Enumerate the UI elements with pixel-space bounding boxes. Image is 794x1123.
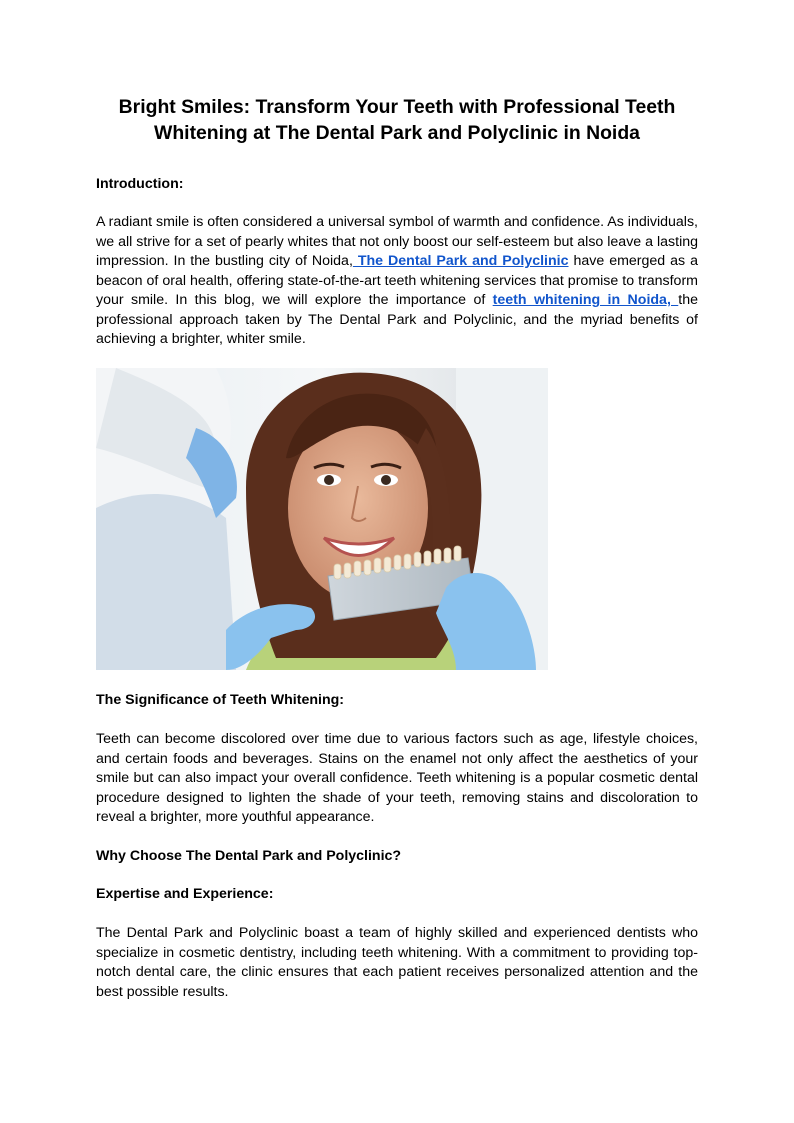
intro-paragraph xyxy=(96,213,698,350)
intro-text-2: have emerged as a beacon of oral health, offering state-of-the-art teeth whitening services that promise to transform your smile. In this blog, we will explore the importance of xyxy=(96,253,698,308)
page-title: Bright Smiles: Transform Your Teeth with Professional Teeth Whitening at The Dental Park and Polyclinic in Noida xyxy=(118,96,676,144)
expertise-paragraph: The Dental Park and Polyclinic boast a team of highly skilled and experienced dentists who specialize in cosmetic dentistry, including teeth whitening. With a commitment to providing top-notch dental care, the clinic ensures that each patient receives personalized attention and the best possible results. xyxy=(96,925,698,1000)
teeth-whitening-link[interactable]: teeth whitening in Noida, xyxy=(492,292,679,308)
dental-park-link[interactable]: The Dental Park and Polyclinic xyxy=(352,253,569,269)
intro-text-1: A radiant smile is often considered a universal symbol of warmth and confidence. As individuals, we all strive for a set of pearly whites that not only boost our self-esteem but also leave a lasting impression. In the bustling city of Noida, xyxy=(96,214,698,269)
expertise-heading: Expertise and Experience: xyxy=(96,886,274,902)
why-choose-heading: Why Choose The Dental Park and Polyclinic? xyxy=(96,848,402,864)
intro-text-3: the professional approach taken by The Dental Park and Polyclinic, and the myriad benefits of achieving a brighter, whiter smile. xyxy=(96,292,698,347)
significance-paragraph: Teeth can become discolored over time due to various factors such as age, lifestyle choices, and certain foods and beverages. Stains on the enamel not only affect the aesthetics of your smile but can also impact your overall confidence. Teeth whitening is a popular cosmetic dental procedure designed to lighten the shade of your teeth, removing stains and discoloration to reveal a brighter, more youthful appearance. xyxy=(96,731,698,825)
patient-teeth-shade-photo xyxy=(96,368,548,670)
intro-heading: Introduction: xyxy=(96,176,184,192)
significance-heading: The Significance of Teeth Whitening: xyxy=(96,692,345,708)
